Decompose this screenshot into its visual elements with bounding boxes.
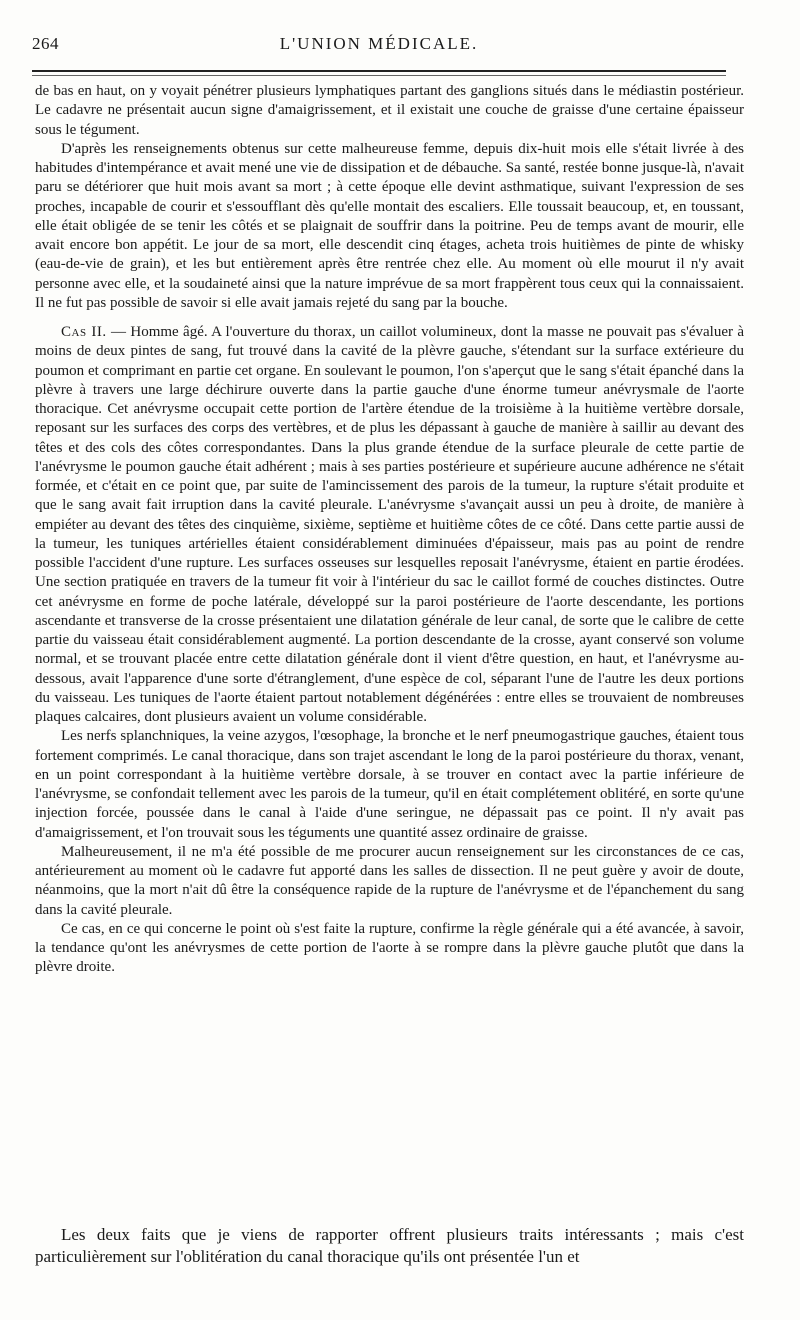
case-two-label: Cas II. [61, 324, 107, 340]
article-body [35, 82, 744, 978]
paragraph-case-one-history: D'après les renseignements obtenus sur cette malheureuse femme, depuis dix-huit mois elle s'était livrée à des habitudes d'intempérance et avait mené une vie de dissipation et de débauche. Sa santé, restée bonne jusque-là, n'avait paru se détériorer que huit mois avant sa mort ; à cette époque elle devint asthmatique, suivant l'expression de ses proches, incapable de courir et s'essoufflant dès qu'elle montait des escaliers. Elle toussait beaucoup, et, en toussant, elle était obligée de se tenir les côtés et se plaignait de souffrir dans la poitrine. Peu de temps avant de mourir, elle avait encore bon appétit. Le jour de sa mort, elle descendit cinq étages, acheta trois huitièmes de pinte de whisky (eau-de-vie de grain), et les but entièrement après être rentrée chez elle. Au moment où elle mourut il n'y avait personne avec elle, et la soudaineté ainsi que la nature imprévue de sa mort frappèrent tous ceux qui la connaissaient. Il ne fut pas possible de savoir si elle avait jamais rejeté du sang par la bouche. [35, 140, 744, 311]
paragraph-continuation: de bas en haut, on y voyait pénétrer plusieurs lymphatiques partant des ganglions situés dans le médiastin postérieur. Le cadavre ne présentait aucun signe d'amaigrissement, et il existait une couche de graisse d'une certaine épaisseur sous le tégument. [35, 83, 744, 138]
paragraph-case-two [35, 323, 744, 727]
page-number: 264 [32, 34, 59, 53]
header-rule-thin [32, 75, 726, 76]
paragraph-rupture-rule: Ce cas, en ce qui concerne le point où s'est faite la rupture, confirme la règle générale qui a été avancée, à savoir, la tendance qu'ont les anévrysmes de cette portion de l'aorte à se rompre dans la plèvre gauche plutôt que dans la plèvre droite. [35, 920, 744, 976]
paragraph-nerves: Les nerfs splanchniques, la veine azygos, l'œsophage, la bronche et le nerf pneumogastrique gauches, étaient tous fortement comprimés. Le canal thoracique, dans son trajet ascendant le long de la paroi postérieure du thorax, venant, en un point correspondant à la huitième vertèbre dorsale, à se trouver en contact avec la partie inférieure de l'anévrysme, se confondait tellement avec les parois de la tumeur, qu'il en était complétement oblitéré, en sorte qu'une injection forcée, poussée dans le canal à l'aide d'une seringue, ne dépassait pas ce point. Il n'y avait pas d'amaigrissement, et l'on trouvait sous les téguments une quantité assez ordinaire de graisse. [35, 728, 744, 841]
case-two-text: — Homme âgé. A l'ouverture du thorax, un caillot volumineux, dont la masse ne pouvait pas s'évaluer à moins de deux pintes de sang, fut trouvé dans la cavité de la plèvre gauche, s'étendant sur la surface extérieure du poumon et comprimant en partie cet organe. En soulevant le poumon, l'on s'aperçut que le sang s'était épanché dans la plèvre à travers une large déchirure ouverte dans la partie gauche d'une énorme tumeur anévrysmale de l'aorte thoracique. Cet anévrysme occupait cette portion de l'artère étendue de la troisième à la huitième vertèbre dorsale, reposant sur les surfaces des corps des vertèbres, et de plus les dépassant à gauche de manière à saillir au devant des têtes et des cols des côtes correspondantes. Dans la plus grande étendue de la surface pleurale de cette partie de l'anévrysme le poumon gauche était adhérent ; mais à ses parties postérieure et supérieure aucune adhérence ne s'était formée, et c'était en ce point que, par suite de l'amincissement des parois de la tumeur, la rupture s'était produite et que le sang avait fait irruption dans la cavité pleurale. L'anévrysme s'avançait aussi un peu à droite, de manière à empiéter au devant des têtes des cinquième, sixième, septième et huitième côtes de ce côté. Dans cette partie aussi de la tumeur, les tuniques artérielles étaient considérablement diminuées d'épaisseur, mais pas au point de rendre possible l'accident d'une rupture. Les surfaces osseuses sur lesquelles reposait l'anévrysme, étaient en partie érodées. Une section pratiquée en travers de la tumeur fit voir à l'intérieur du sac le caillot formé de couches distinctes. Outre cet anévrysme en forme de poche latérale, développé sur la paroi postérieure de l'aorte descendante, les portions ascendante et transverse de la crosse présentaient une dilatation générale de leur canal, de sorte que le calibre de cette partie du vaisseau était considérablement augmenté. La portion descendante de la crosse, ayant conservé son volume normal, et se trouvant placée entre cette dilatation générale dont il vient d'être question, en haut, et l'anévrysme au-dessous, avait l'apparence d'une sorte d'étranglement, d'une espèce de col, séparant l'une de l'autre les deux portions du vaisseau. Les tuniques de l'aorte étaient partout notablement dégénérées : entre elles se trouvaient de nombreuses plaques calcaires, dont plusieurs avaient un volume considérable. [35, 324, 744, 725]
journal-title: L'UNION MÉDICALE. [279, 34, 479, 53]
paragraph-circumstances: Malheureusement, il ne m'a été possible de me procurer aucun renseignement sur les circonstances de ce cas, antérieurement au moment où le cadavre fut apporté dans les salles de dissection. Il ne peut guère y avoir de doute, néanmoins, que la mort n'ait dû être la conséquence rapide de la rupture de l'anévrysme et de l'épanchement du sang dans la cavité pleurale. [35, 843, 744, 918]
page-header [32, 34, 726, 58]
header-rule-thick [32, 70, 726, 72]
paragraph-closing: Les deux faits que je viens de rapporter offrent plusieurs traits intéressants ; mais c'est particulièrement sur l'oblitération du canal thoracique qu'ils ont présentée l'un et [35, 1225, 744, 1266]
